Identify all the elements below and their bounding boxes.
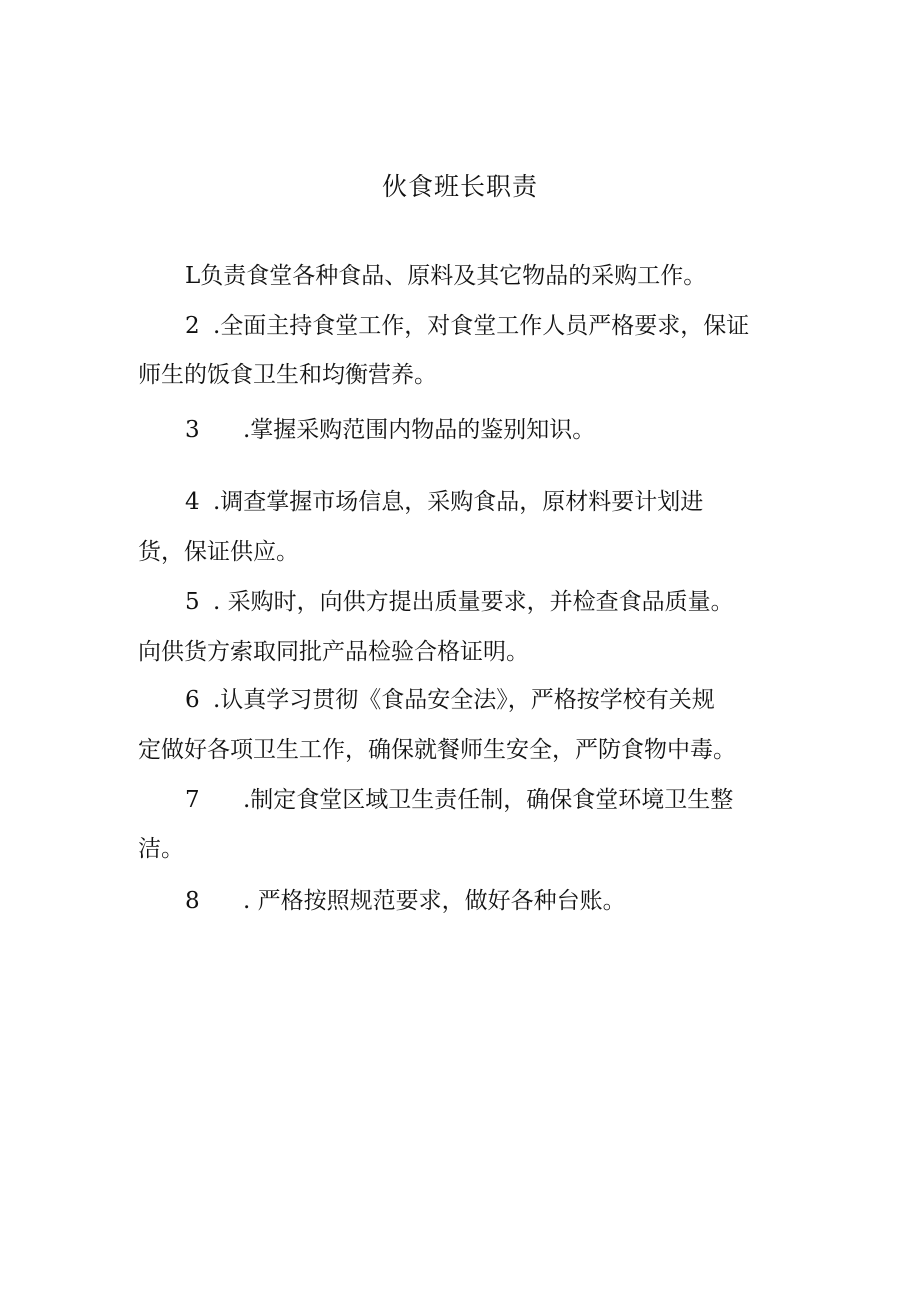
duty-number: 6 xyxy=(185,687,200,713)
document-title: 伙食班长职责 xyxy=(381,172,538,201)
duty-line-4-cont xyxy=(138,536,299,568)
duty-line-7 xyxy=(185,784,733,816)
duty-line-8 xyxy=(185,885,626,917)
duty-text: 师生的饭食卫生和均衡营养。 xyxy=(138,362,437,388)
duty-text: .调查掌握市场信息，采购食品，原材料要计划进 xyxy=(213,489,704,515)
duty-text: 向供货方索取同批产品检验合格证明。 xyxy=(138,639,529,665)
duty-number: 3 xyxy=(185,417,200,443)
duty-text: 定做好各项卫生工作，确保就餐师生安全，严防食物中毒。 xyxy=(138,737,736,763)
duty-number: 4 xyxy=(185,489,200,515)
duty-line-7-cont xyxy=(138,833,184,865)
duty-text: . 严格按照规范要求，做好各种台账。 xyxy=(243,888,626,914)
duty-line-5 xyxy=(185,586,734,618)
duty-text: 洁。 xyxy=(138,836,184,862)
duty-line-6-cont xyxy=(138,734,736,766)
duty-text: 货，保证供应。 xyxy=(138,539,299,565)
duty-line-2-cont xyxy=(138,359,437,391)
duty-number: 2 xyxy=(185,313,200,339)
duty-text: .全面主持食堂工作，对食堂工作人员严格要求，保证 xyxy=(213,313,750,339)
duty-line-1 xyxy=(185,260,706,292)
duty-text: .掌握采购范围内物品的鉴别知识。 xyxy=(243,417,596,443)
duty-number: 7 xyxy=(185,787,200,813)
duty-line-3 xyxy=(185,414,595,446)
duty-number: 5 xyxy=(185,589,200,615)
duty-number: 8 xyxy=(185,888,200,914)
duty-text: L负责食堂各种食品、原料及其它物品的采购工作。 xyxy=(185,263,707,289)
duty-text: .认真学习贯彻《食品安全法》，严格按学校有关规 xyxy=(213,687,715,713)
duty-text: .制定食堂区域卫生责任制，确保食堂环境卫生整 xyxy=(243,787,734,813)
duty-line-5-cont xyxy=(138,636,529,668)
duty-line-2 xyxy=(185,310,749,342)
duty-text: . 采购时，向供方提出质量要求，并检查食品质量。 xyxy=(213,589,734,615)
duty-line-6 xyxy=(185,684,715,716)
duty-line-4 xyxy=(185,486,703,518)
